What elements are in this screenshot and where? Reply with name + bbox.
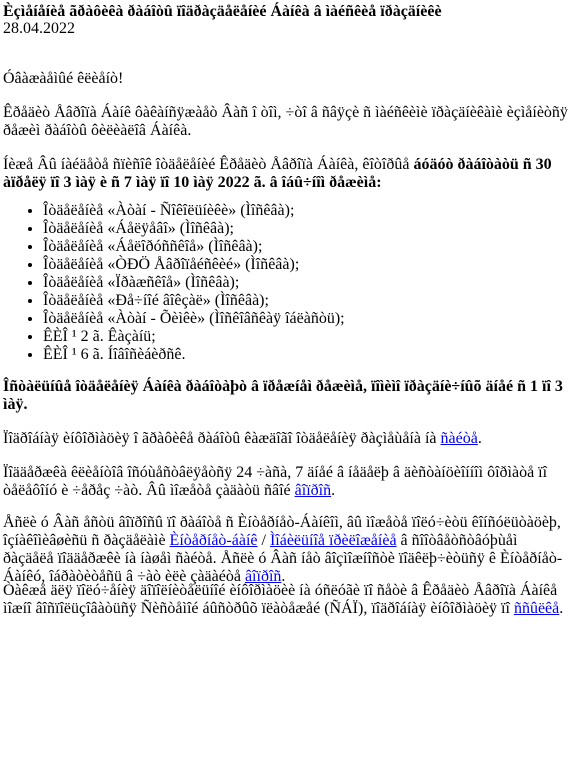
internet-middle: â ñîîòâåòñòâóþùåì ðàçäåëå ïîääåðæêè íà íàøåì ñàéòå. Åñëè ó Âàñ íåò âîçìîæíîñòè ïîäêëþ÷èòüñÿ ê Èíòåðíåò-Áàíêó, îáðàòèòåñü â ÷àò èëè çàäàéòå	[3, 532, 563, 585]
list-item: • Îòäåëåíèå «Áåëîðóññêîå» (Ìîñêâà);	[43, 238, 345, 256]
schedule-end: .	[477, 430, 482, 447]
list-item: • Îòäåëåíèå «Ïðàæñêîå» (Ìîñêâà);	[43, 274, 345, 292]
footer-text: Òàêæå äëÿ ïîëó÷åíèÿ äîïîëíèòåëüíîé èíôîðìàöèè íà óñëóãè ïî ñåòè â Êðåäèò Åâðîïà Áàíêå ìîæíî âîñïîëüçîâàòüñÿ Ñèñòåìîé áûñòðûõ ïëàòåæåé (ÑÁÏ), ïîäðîáíàÿ èíôîðìàöèÿ ïî	[3, 582, 558, 617]
footer-link[interactable]: ññûëêå	[513, 600, 560, 617]
footer-paragraph	[3, 582, 571, 618]
list-item: • Îòäåëåíèå «Àòàí - Õèìêè» (Ìîñêîâñêàÿ îáëàñòü);	[43, 310, 345, 328]
support-paragraph	[3, 464, 571, 500]
schedule-paragraph	[3, 430, 571, 448]
notice-paragraph	[3, 156, 571, 192]
closed-notice-text: Îñòàëüíûå îòäåëåíèÿ Áàíêà ðàáîòàþò â ïðåæíåì ðåæèìå, ïîìèìî ïðàçäíè÷íûõ äíåé ñ 1 ïî 3 ìàÿ.	[3, 378, 563, 413]
ask-question-link[interactable]: âîïðîñ	[244, 568, 282, 585]
question-link[interactable]: âîïðîñ	[294, 482, 332, 499]
mobile-app-link[interactable]: Ìîáèëüíîå ïðèëîæåíèå	[269, 532, 397, 549]
list-item: • Îòäåëåíèå «Ðå÷íîé âîêçàë» (Ìîñêâà);	[43, 292, 345, 310]
list-item: • Îòäåëåíèå «Áåëÿåâî» (Ìîñêâà);	[43, 220, 345, 238]
offices-list	[3, 202, 345, 364]
internet-end: .	[281, 568, 286, 585]
internet-bank-link[interactable]: Èíòåðíåò-áàíê	[169, 532, 258, 549]
intro-paragraph: Êðåäèò Åâðîïà Áàíê ôàêàíñÿæàåò Âàñ î òîì, ÷òî â ñâÿçè ñ ìàéñêèìè ïðàçäíèêàìè èçìåíèòñÿ ðåæèì ðàáîòû ôèëèàëîâ Áàíêà.	[3, 104, 568, 139]
schedule-text: Ïîäðîáíàÿ èíôîðìàöèÿ î ãðàôèêå ðàáîòû êàæäîãî îòäåëåíèÿ ðàçìåùåíà íà	[3, 430, 441, 447]
footer-end: .	[559, 600, 564, 617]
internet-text: Åñëè ó Âàñ åñòü âîïðîñû ïî ðàáîòå ñ Èíòåðíåò-Áàíêîì, âû ìîæåòå ïîëó÷èòü êîíñóëüòàöèþ, îçíàêîìèâøèñü ñ ðàçäåëàìè	[3, 514, 561, 549]
closed-notice	[3, 378, 571, 414]
notice-bold: áóäóò ðàáîòàòü ñ 30 àïðåëÿ ïî 3 ìàÿ è ñ 7 ìàÿ ïî 10 ìàÿ 2022 ã. â îáû÷íîì ðåæèìå:	[3, 156, 552, 191]
support-text: Ïîääåðæêà êëèåíòîâ îñóùåñòâëÿåòñÿ 24 ÷àñà, 7 äíåé â íåäåëþ â äèñòàíöèîííîì ôîðìàòå ïî òåëåôîíó è ÷åðåç ÷àò. Âû ìîæåòå çàäàòü ñâîé	[3, 464, 548, 499]
internet-bank-paragraph	[3, 514, 571, 586]
list-item: • ÊÈÎ ¹ 6 ã. Íîâîñèáèðñê.	[43, 346, 345, 364]
schedule-link[interactable]: ñàéòå	[440, 430, 478, 447]
greeting: Óâàæàåìûé êëèåíò!	[3, 70, 124, 87]
list-item: • Îòäåëåíèå «ÒÐÖ Åâðîïåéñêèé» (Ìîñêâà);	[43, 256, 345, 274]
page-title: Èçìåíåíèå ãðàôèêà ðàáîòû ïîäðàçäåëåíèé Áàíêà â ìàéñêèå ïðàçäíèêè	[3, 3, 442, 20]
notice-prefix: Íèæå Âû íàéäåòå ñïèñîê îòäåëåíèé Êðåäèò Åâðîïà Áàíêà, êîòîðûå	[3, 156, 414, 173]
list-item: • ÊÈÎ ¹ 2 ã. Êàçàíü;	[43, 328, 345, 346]
support-end: .	[331, 482, 336, 499]
page-date: 28.04.2022	[3, 20, 75, 37]
link-separator: /	[257, 532, 270, 549]
list-item: • Îòäåëåíèå «Àòàí - Ñîêîëüíèêè» (Ìîñêâà);	[43, 202, 345, 220]
